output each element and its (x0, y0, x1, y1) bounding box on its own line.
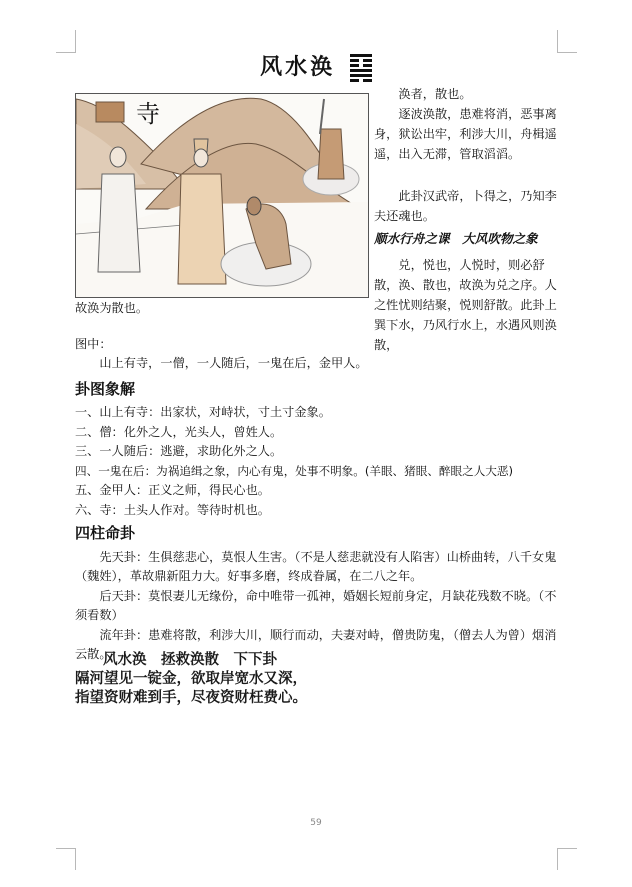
illustration (75, 93, 369, 298)
oracle-header: 风水涣 拯救涣散 下下卦 (103, 651, 277, 668)
interpretation-item: 四、一鬼在后：为祸追缉之象，内心有鬼，处事不明象。(羊眼、猪眼、醉眼之人大恶) (75, 463, 514, 478)
interpretation-item: 一、山上有寺：出家状，对峙状，寸土寸金象。 (75, 405, 331, 419)
crop-mark-tl-v (75, 30, 76, 52)
explanation-text: 兑，悦也，人悦时，则必舒散，涣、散也，故涣为兑之序。人之性忧则结聚，悦则舒散。此卦上巽下水，乃风行水上，水遇风则涣散， (374, 258, 557, 352)
four-pillars-heading: 四柱命卦 (75, 524, 136, 542)
verse-text: 逐波涣散，患难将消，恶事离身，狱讼出牢，利涉大川，舟楫遥遥，出入无滞，管取滔滔。 (374, 107, 557, 161)
interpretation-item: 二、僧：化外之人，光头人，曾姓人。 (75, 424, 283, 439)
temple-label: 寺 (136, 100, 160, 128)
pillar-paragraph: 先天卦：生俱慈悲心，莫恨人生害。（不是人慈悲就没有人陷害）山桥曲转，八千女鬼（魏姓），革故鼎新阻力大。好事多磨，终成眷属，在二八之年。 (75, 549, 557, 583)
page-number: 59 (310, 818, 322, 828)
page-title (0, 50, 632, 84)
oracle-verse (75, 650, 307, 707)
interpretation-heading: 卦图象解 (75, 379, 136, 398)
pillar-paragraph: 后天卦：莫恨妻儿无缘份，命中唯带一孤神，婚姻长短前身定，月缺花残数不晓。（不须看数） (75, 588, 557, 622)
crop-mark-tr-v (557, 30, 558, 52)
crop-mark-br-v (557, 848, 558, 870)
scene-illustration (76, 94, 368, 297)
picture-text: 山上有寺，一僧，一人随后，一鬼在后，金甲人。 (99, 356, 368, 370)
explanation-continued: 故涣为散也。 (75, 301, 149, 315)
main-body (75, 299, 565, 665)
title-text: 风水涣 (260, 54, 336, 80)
interpretation-item: 六、寺：土头人作对。等待时机也。 (75, 502, 270, 517)
crop-mark-bl-h (56, 848, 76, 849)
definition-text: 涣者，散也。 (398, 87, 472, 101)
trigram-icon (350, 52, 372, 84)
picture-label: 图中： (75, 336, 112, 351)
crop-mark-br-h (557, 848, 577, 849)
four-pillars-list (75, 548, 565, 665)
pillar-paragraph: 流年卦：患难将散，利涉大川，顺行而动，夫妻对峙，僧贵防鬼，（僧去人为曾）烟消云散。 (75, 627, 557, 661)
interpretation-item: 三、一人随后：逃避，求助化外之人。 (75, 444, 283, 458)
motto-text: 顺水行舟之课 大风吹物之象 (374, 231, 538, 246)
history-text: 此卦汉武帝，卜得之，乃知李夫还魂也。 (374, 189, 557, 223)
crop-mark-bl-v (75, 848, 76, 870)
oracle-line-1: 隔河望见一锭金，欲取岸宽水又深， (75, 670, 307, 687)
oracle-line-2: 指望资财难到手，尽夜资财枉费心。 (75, 689, 307, 706)
interpretation-item: 五、金甲人：正义之师，得民心也。 (75, 483, 270, 497)
interpretation-list (75, 403, 565, 520)
